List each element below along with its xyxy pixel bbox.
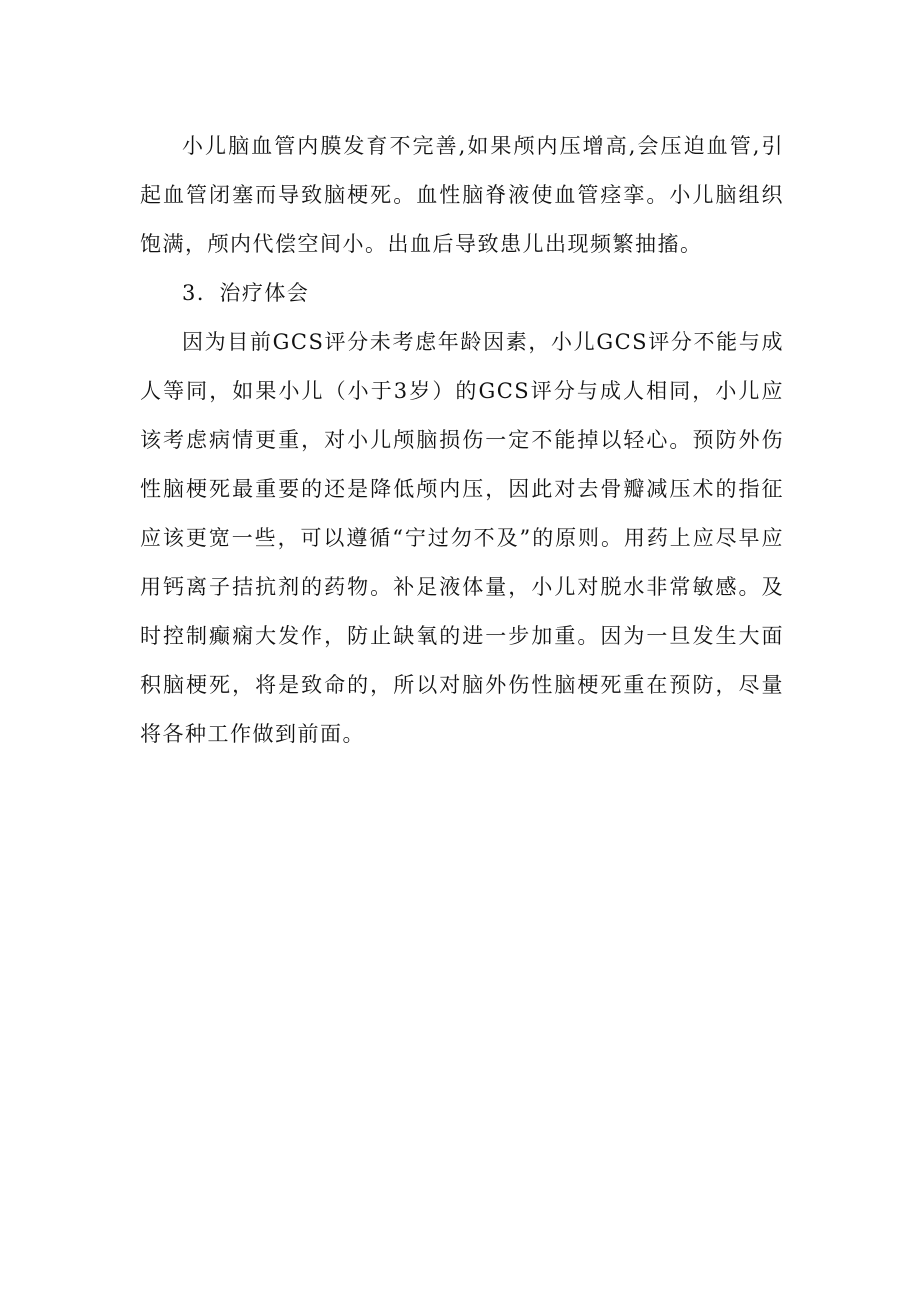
section-heading-treatment: 3．治疗体会 bbox=[182, 281, 310, 305]
paragraph-pathology: 小儿脑血管内膜发育不完善,如果颅内压增高,会压迫血管,引起血管闭塞而导致脑梗死。血性脑脊液使血管痉挛。小儿脑组织饱满，颅内代偿空间小。出血后导致患儿出现频繁抽搐。 bbox=[140, 134, 784, 256]
document-body bbox=[140, 122, 784, 759]
paragraph-treatment: 因为目前GCS评分未考虑年龄因素，小儿GCS评分不能与成人等同，如果小儿（小于3岁）的GCS评分与成人相同，小儿应该考虑病情更重，对小儿颅脑损伤一定不能掉以轻心。预防外伤性脑梗死最重要的还是降低颅内压，因此对去骨瓣减压术的指征应该更宽一些，可以遵循“宁过勿不及”的原则。用药上应尽早应用钙离子拮抗剂的药物。补足液体量，小儿对脱水非常敏感。及时控制癫痫大发作，防止缺氧的进一步加重。因为一旦发生大面积脑梗死，将是致命的，所以对脑外伤性脑梗死重在预防，尽量将各种工作做到前面。 bbox=[140, 330, 784, 746]
